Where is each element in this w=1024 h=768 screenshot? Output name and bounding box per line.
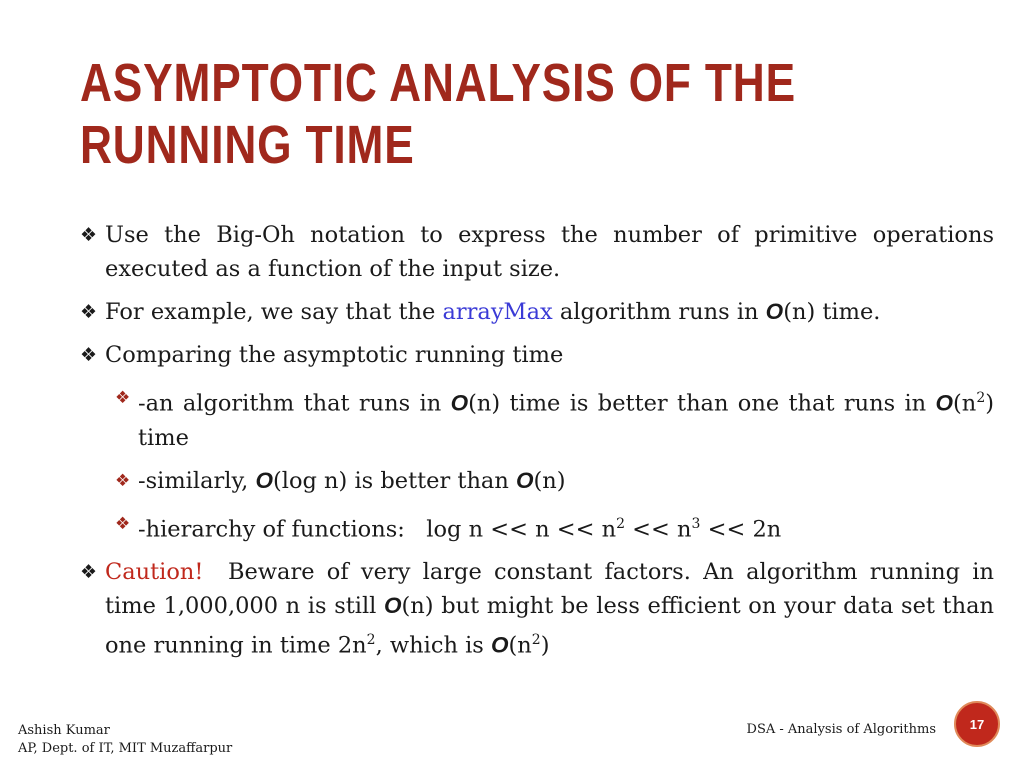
- diamond-bullet-icon: ❖: [80, 301, 98, 323]
- exponent: 2: [531, 632, 541, 648]
- big-o-symbol: O: [450, 390, 469, 416]
- sub-bullet-log-vs-linear: [115, 464, 994, 498]
- bullet-text: -hierarchy of functions: log n << n << n: [138, 516, 617, 542]
- bullet-text: -an algorithm that runs in: [138, 390, 451, 417]
- page-number: 17: [969, 716, 985, 732]
- exponent: 2: [366, 632, 376, 648]
- caution-label: Caution!: [105, 559, 204, 585]
- diamond-bullet-icon: ❖: [115, 513, 131, 534]
- bullet-text: (n: [953, 390, 977, 417]
- slide-title: [80, 52, 802, 176]
- bullet-text: ): [540, 632, 550, 659]
- diamond-bullet-icon: ❖: [80, 344, 98, 366]
- bullet-text: For example, we say that the: [105, 299, 443, 325]
- bullet-text: (n) but might be less efficient on your data set than one running in time 2n: [105, 593, 994, 659]
- bullet-caution: [80, 555, 994, 663]
- bullet-text: Use the Big-Oh notation to express the number of primitive operations executed as a function of the input size.: [105, 222, 994, 282]
- arraymax-term: arrayMax: [442, 299, 553, 325]
- author-affiliation: AP, Dept. of IT, MIT Muzaffarpur: [18, 741, 233, 756]
- bullet-text: algorithm runs in: [552, 299, 766, 325]
- big-o-symbol: O: [255, 467, 273, 493]
- bullet-text: << 2n: [700, 516, 782, 542]
- bullet-text: ) time: [138, 390, 995, 451]
- big-o-symbol: O: [765, 299, 784, 324]
- bullet-big-oh: [80, 218, 994, 286]
- page-number-badge: [954, 701, 1000, 747]
- big-o-symbol: O: [935, 390, 954, 416]
- bullet-text: << n: [625, 516, 692, 542]
- big-o-symbol: O: [490, 632, 509, 658]
- bullet-text: (n) time.: [783, 299, 881, 325]
- author-name: Ashish Kumar: [18, 723, 110, 738]
- slide-body: [80, 218, 994, 672]
- exponent: 2: [976, 390, 986, 406]
- slide-title-line-2: RUNNING TIME: [80, 115, 415, 175]
- diamond-bullet-icon: ❖: [115, 470, 131, 491]
- sub-bullet-linear-vs-quadratic: [115, 381, 994, 455]
- bullet-text: Beware of very large constant factors. An algorithm running in time 1,000,000 n is still: [105, 559, 994, 619]
- bullet-text: (n: [508, 632, 532, 659]
- slide-title-line-1: ASYMPTOTIC ANALYSIS OF THE: [80, 53, 796, 113]
- footer-course: DSA - Analysis of Algorithms: [746, 722, 936, 737]
- big-o-symbol: O: [384, 593, 402, 618]
- sub-bullet-hierarchy: [115, 507, 994, 547]
- diamond-bullet-icon: ❖: [115, 388, 131, 408]
- exponent: 3: [691, 515, 701, 532]
- bullet-text: (n) time is better than one that runs in: [468, 390, 936, 417]
- diamond-bullet-icon: ❖: [80, 561, 98, 583]
- bullet-text: -similarly,: [138, 467, 256, 494]
- footer-author: [18, 722, 232, 758]
- bullet-text: Comparing the asymptotic running time: [105, 342, 564, 368]
- diamond-bullet-icon: ❖: [80, 224, 98, 246]
- bullet-text: (log n) is better than: [272, 467, 516, 494]
- bullet-text: , which is: [375, 632, 491, 659]
- bullet-text: (n): [533, 467, 566, 494]
- bullet-example: [80, 295, 994, 329]
- bullet-comparing: [80, 338, 994, 372]
- big-o-symbol: O: [516, 467, 534, 493]
- exponent: 2: [616, 515, 625, 532]
